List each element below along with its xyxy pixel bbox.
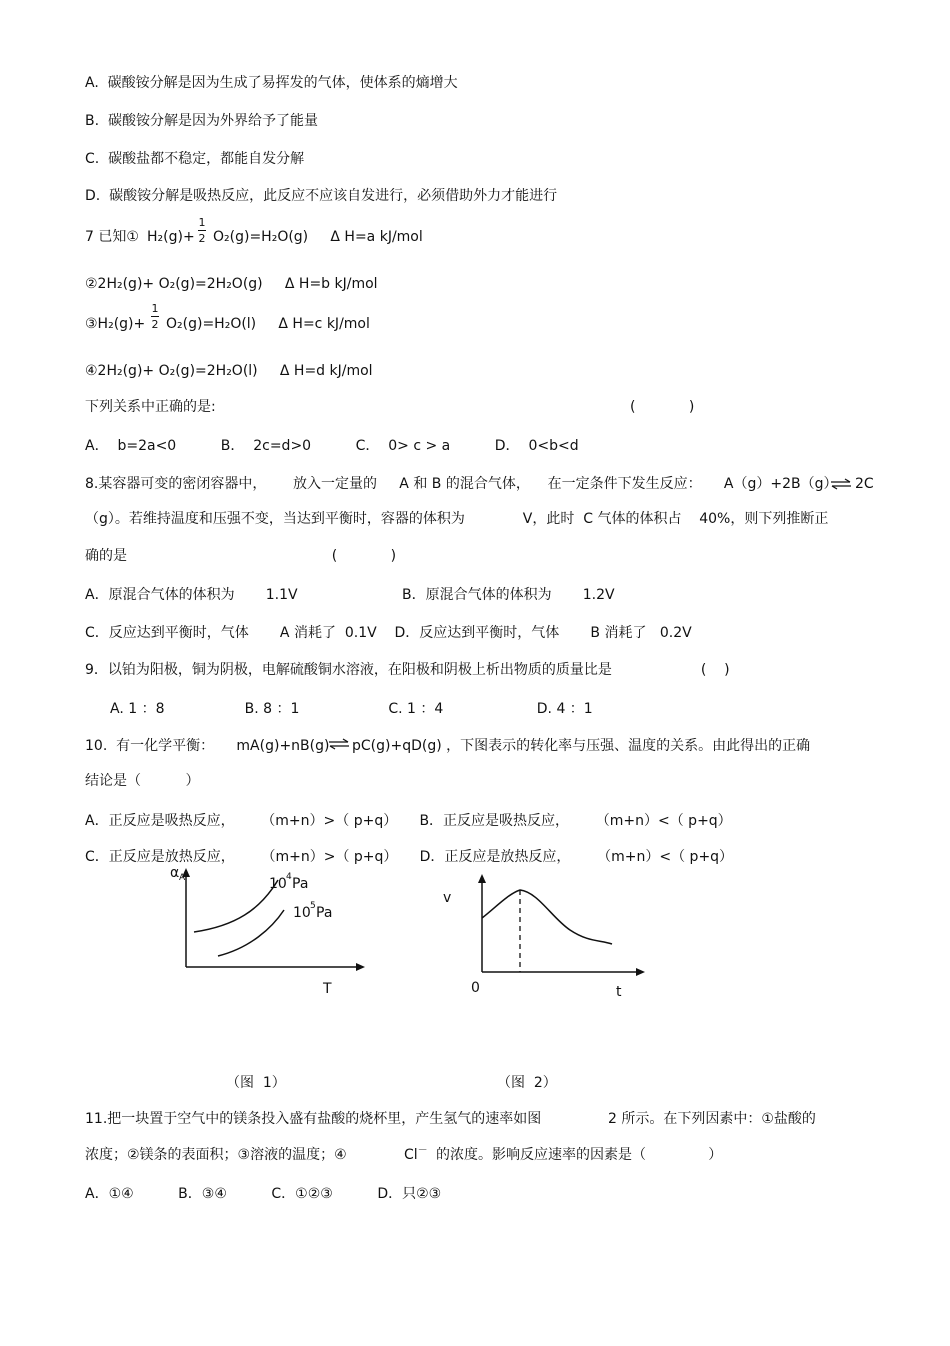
q7-eq1-fraction-bar <box>198 230 206 231</box>
q7-answer-paren: ( ) <box>630 399 695 415</box>
fig1-x-arrow-icon <box>356 963 365 971</box>
q7-eq1-half-num: 1 <box>198 216 206 229</box>
q8-option-a: A．原混合气体的体积为 1.1V <box>85 587 298 603</box>
figure-1-diagram <box>160 860 390 1010</box>
q6-option-a: A. 碳酸铵分解是因为生成了易挥发的气体，使体系的熵增大 <box>85 75 458 91</box>
fig1-y-label: α <box>170 865 180 881</box>
q6-option-c: C. 碳酸盐都不稳定，都能自发分解 <box>85 151 305 167</box>
q11-chloride-charge: － <box>417 1145 428 1157</box>
q7-eq3-half-den: 2 <box>151 318 159 331</box>
q10-options-ab: A．正反应是吸热反应， （m+n）>（ p+q） B．正反应是吸热反应， （m+n）<（ p+q） <box>85 813 732 829</box>
q11-line2-c: 的浓度。影响反应速率的因素是（ ） <box>436 1147 723 1163</box>
q10-line1-a: 10. 有一化学平衡： mA(g)+nB(g) <box>85 738 330 754</box>
q11-line2-a: 浓度；②镁条的表面积；③溶液的温度；④ <box>85 1147 347 1163</box>
q11-line1: 11.把一块置于空气中的镁条投入盛有盐酸的烧杯里，产生氢气的速率如图 2 所示。在下列因素中：①盐酸的 <box>85 1111 816 1127</box>
fig1-curve1-base: 10 <box>269 876 287 892</box>
q8-line3: 确的是 ( ) <box>85 548 397 564</box>
fig1-caption: （图 1） <box>226 1075 286 1091</box>
q7-eq1-a: H₂(g)+ <box>147 229 195 245</box>
figure-2-diagram <box>430 868 660 1008</box>
q6-option-d: D. 碳酸铵分解是吸热反应，此反应不应该自发进行，必须借助外力才能进行 <box>85 188 558 204</box>
q7-eq1-b: O₂(g)=H₂O(g) Δ H=a kJ/mol <box>213 229 423 245</box>
fig1-curve2-exp: 5 <box>310 901 316 911</box>
equilibrium-arrow-icon <box>830 478 852 490</box>
fig1-curve-1e5pa <box>218 910 284 956</box>
q11-chloride-symbol: Cl <box>404 1147 418 1163</box>
q7-options: A． b=2a<0 B． 2c=d>0 C． 0> c > a D． 0<b<d <box>85 438 579 454</box>
q7-lead: 7 已知① <box>85 229 139 245</box>
fig1-y-label-sub: A <box>179 873 186 883</box>
equilibrium-arrow-icon <box>328 738 350 750</box>
fig2-y-label: v <box>443 890 452 906</box>
q6-option-b: B. 碳酸铵分解是因为外界给予了能量 <box>85 113 318 129</box>
fig1-curve-1e4pa <box>194 880 278 932</box>
q10-line1-b: pC(g)+qD(g) ，下图表示的转化率与压强、温度的关系。由此得出的正确 <box>352 738 811 754</box>
fig2-x-label: t <box>616 984 622 1000</box>
fig1-curve1-exp: 4 <box>286 872 292 882</box>
q7-eq2: ②2H₂(g)+ O₂(g)=2H₂O(g) Δ H=b kJ/mol <box>85 276 378 292</box>
fig1-curve1-unit: Pa <box>292 876 309 892</box>
q8-option-cd: C．反应达到平衡时，气体 A 消耗了 0.1V D．反应达到平衡时，气体 B 消耗了 0.2V <box>85 625 692 641</box>
fig2-y-arrow-icon <box>478 874 486 883</box>
q10-options-cd: C．正反应是放热反应， （m+n）>（ p+q） D．正反应是放热反应， （m+n）<（ p+q） <box>85 849 734 865</box>
fig2-origin-label: 0 <box>471 980 480 996</box>
q7-eq3-b: O₂(g)=H₂O(l) Δ H=c kJ/mol <box>166 316 370 332</box>
q7-eq1-half-den: 2 <box>198 232 206 245</box>
fig2-x-arrow-icon <box>636 968 645 976</box>
fig1-curve2-unit: Pa <box>316 905 333 921</box>
fig1-x-label: T <box>323 981 332 997</box>
q8-line2: （g）。若维持温度和压强不变，当达到平衡时，容器的体积为 V，此时 C 气体的体积占 40%，则下列推断正 <box>85 511 829 527</box>
q11-options: A．①④ B．③④ C．①②③ D．只②③ <box>85 1186 442 1202</box>
q9-stem: 9．以铂为阳极，铜为阴极，电解硫酸铜水溶液，在阳极和阴极上析出物质的质量比是 ( ) <box>85 662 730 678</box>
fig2-caption: （图 2） <box>497 1075 557 1091</box>
q8-line1: 8.某容器可变的密闭容器中， 放入一定量的 A 和 B 的混合气体， 在一定条件下发生反应： A（g）+2B（g） <box>85 476 838 492</box>
fig2-rate-curve <box>482 890 612 944</box>
q9-options: A. 1 ：8 B. 8 ：1 C. 1 ：4 D. 4 ：1 <box>110 701 593 717</box>
fig1-curve2-base: 10 <box>293 905 311 921</box>
q7-question: 下列关系中正确的是: <box>85 399 216 415</box>
q7-eq3-a: ③H₂(g)+ <box>85 316 146 332</box>
q7-eq3-fraction-bar <box>151 316 159 317</box>
q10-line2: 结论是（ ） <box>85 773 200 789</box>
q7-eq3-half-num: 1 <box>151 302 159 315</box>
q8-option-b: B．原混合气体的体积为 1.2V <box>402 587 615 603</box>
q8-line1-product: 2C <box>855 476 874 492</box>
q7-eq4: ④2H₂(g)+ O₂(g)=2H₂O(l) Δ H=d kJ/mol <box>85 363 373 379</box>
q11-chloride-label <box>404 1146 428 1164</box>
